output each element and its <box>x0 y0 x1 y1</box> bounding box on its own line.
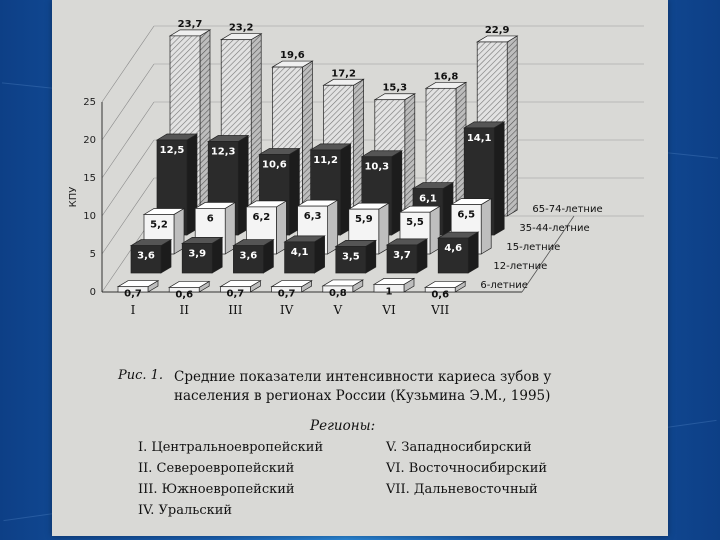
bar-side <box>507 36 517 216</box>
x-tick-label: VII <box>431 303 450 317</box>
data-label: 4,6 <box>444 243 463 255</box>
regions-title: Регионы: <box>310 418 376 434</box>
y-tick-label: 0 <box>89 287 96 298</box>
data-label: 19,6 <box>280 50 305 62</box>
series-label: 35-44-летние <box>519 223 590 234</box>
region-item: VII. Дальневосточный <box>386 482 538 497</box>
x-tick-label: IV <box>279 303 294 317</box>
figure-label: Рис. 1. <box>118 368 164 383</box>
data-label: 11,2 <box>313 154 338 166</box>
x-tick-label: V <box>333 303 343 317</box>
region-item: IV. Уральский <box>138 503 233 518</box>
data-label: 1 <box>385 286 393 298</box>
data-label: 0,8 <box>328 287 347 299</box>
data-label: 0,6 <box>431 289 450 301</box>
data-label: 3,7 <box>393 249 411 261</box>
bar-side <box>315 236 325 273</box>
series-label: 15-летние <box>506 242 561 253</box>
series-label: 6-летние <box>480 280 528 291</box>
data-label: 10,6 <box>262 159 287 171</box>
data-label: 17,2 <box>331 68 356 80</box>
data-label: 23,2 <box>228 22 254 34</box>
data-label: 12,5 <box>159 145 185 156</box>
data-label: 0,7 <box>277 288 296 300</box>
figure-title: Средние показатели интенсивности кариеса зубов у населения в регионах России (Кузьмина Э.М., 1995) <box>174 369 552 404</box>
data-label: 6,1 <box>419 193 437 205</box>
series-label: 12-летние <box>493 261 548 272</box>
y-tick-label: 10 <box>83 211 96 222</box>
data-label: 12,3 <box>210 146 236 158</box>
x-tick-label: I <box>130 303 136 317</box>
data-label: 3,6 <box>137 250 155 262</box>
gridline <box>102 64 154 140</box>
y-tick-label: 20 <box>83 135 96 146</box>
gridline <box>102 140 154 216</box>
data-label: 0,6 <box>175 289 194 301</box>
data-label: 5,9 <box>354 214 373 226</box>
series-label: 65-74-летние <box>532 204 603 215</box>
region-item: I. Центральноевропейский <box>138 440 324 455</box>
data-label: 4,1 <box>290 246 309 258</box>
data-label: 3,9 <box>188 248 207 260</box>
gridline <box>102 26 154 102</box>
region-item: V. Западносибирский <box>386 440 532 455</box>
bar <box>374 278 414 292</box>
data-label: 5,5 <box>406 217 424 229</box>
x-tick-label: VI <box>382 303 396 317</box>
x-tick-label: III <box>228 303 243 317</box>
data-label: 6,2 <box>252 211 271 223</box>
data-label: 10,3 <box>364 161 390 173</box>
data-label: 6,5 <box>457 209 476 221</box>
data-label: 23,7 <box>177 18 203 30</box>
data-label: 22,9 <box>484 24 510 36</box>
data-label: 6 <box>206 213 214 225</box>
gridline <box>102 102 154 178</box>
y-tick-label: 15 <box>83 173 96 184</box>
data-label: 6,3 <box>303 211 322 223</box>
bar-side <box>494 122 504 235</box>
data-label: 15,3 <box>382 82 408 94</box>
y-axis-label: КПУ <box>68 186 79 208</box>
data-label: 0,7 <box>124 288 142 300</box>
bar-chart-3d <box>52 0 668 360</box>
bar-side <box>468 232 478 273</box>
data-label: 3,6 <box>239 250 258 262</box>
x-tick-label: II <box>179 303 189 317</box>
region-item: II. Североевропейский <box>138 461 295 476</box>
y-tick-label: 5 <box>89 249 96 260</box>
y-tick-label: 25 <box>83 97 96 108</box>
data-label: 3,5 <box>341 251 360 263</box>
data-label: 16,8 <box>433 71 459 83</box>
region-item: VI. Восточносибирский <box>386 461 548 476</box>
data-label: 0,7 <box>226 288 245 300</box>
bar-side <box>481 199 491 254</box>
scanned-page <box>52 0 668 536</box>
region-item: III. Южноевропейский <box>138 482 295 497</box>
data-label: 5,2 <box>150 219 168 231</box>
data-label: 14,1 <box>466 132 492 144</box>
